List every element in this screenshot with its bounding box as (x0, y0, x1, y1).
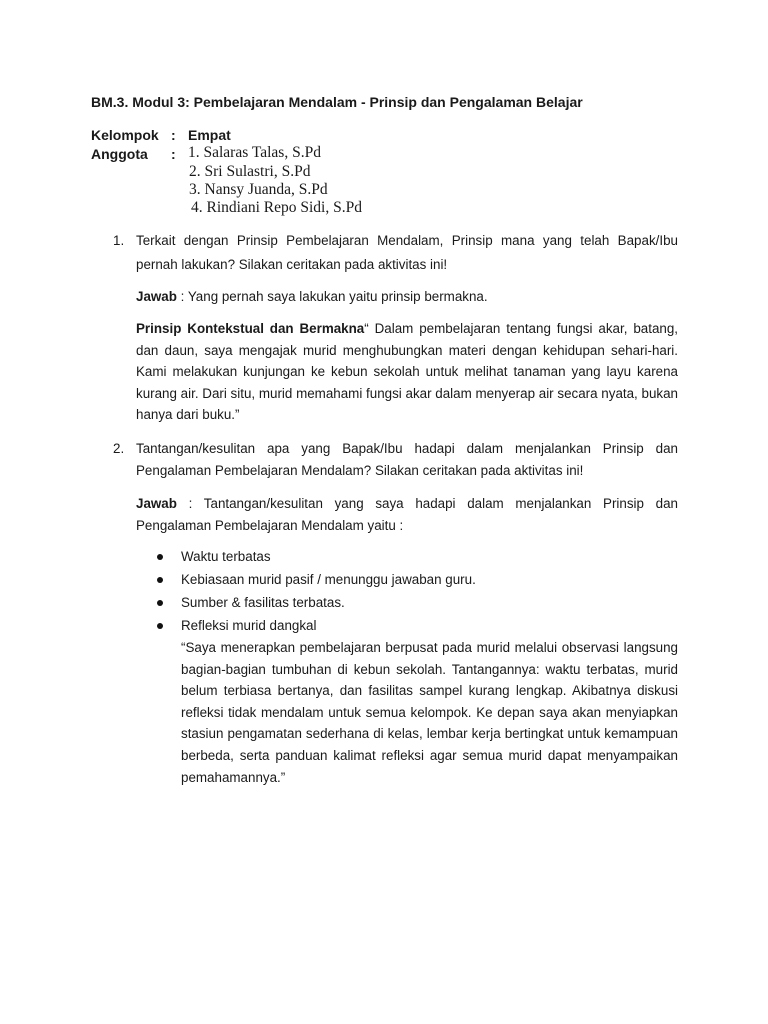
answer-label: Jawab (136, 289, 177, 304)
answer-paragraph (136, 286, 678, 308)
principle-text: “ Dalam pembelajaran tentang fungsi akar, batang, dan daun, saya mengajak murid menghubungkan materi dengan kehidupan sehari-hari. Kami melakukan kunjungan ke kebun sekolah untuk melihat tanaman yang layu karena kurang air. Dari situ, murid memahami fungsi akar dalam menyerap air secara nyata, bukan hanya dari buku.” (136, 321, 679, 423)
member-item: 2. Sri Sulastri, S.Pd (189, 163, 311, 180)
group-value: Empat (188, 127, 231, 143)
reflection-quote: “Saya menerapkan pembelajaran berpusat pada murid melalui observasi langsung bagian-bagian tumbuhan di kebun sekolah. Tantangannya: waktu terbatas, murid belum terbiasa bertanya, dan fasilitas sampel kurang lengkap. Akibatnya diskusi refleksi tidak mendalam untuk semua kelompok. Ke depan saya akan menyiapkan stasiun pengamatan sederhana di kelas, lembar kerja bertingkat untuk kemampuan berbeda, serta panduan kalimat refleksi agar semua murid dapat menyampaikan pemahamannya.” (181, 640, 678, 785)
question-number: 2. (113, 441, 125, 456)
question-text-line: Terkait dengan Prinsip Pembelajaran Mendalam, Prinsip mana yang telah Bapak/Ibu (136, 233, 678, 248)
bullet-icon (157, 577, 163, 583)
group-label: Kelompok (91, 127, 159, 143)
answer-label: Jawab (136, 496, 177, 511)
answer-text: : Tantangan/kesulitan yang saya hadapi dalam menjalankan Prinsip dan Pengalaman Pembelajaran Mendalam yaitu : (136, 496, 678, 533)
principle-paragraph (136, 318, 678, 426)
member-item: 1. Salaras Talas, S.Pd (188, 144, 321, 161)
question-text-line: pernah lakukan? Silakan ceritakan pada aktivitas ini! (136, 257, 448, 272)
bullet-icon (157, 554, 163, 560)
principle-label: Prinsip Kontekstual dan Bermakna (136, 321, 365, 336)
question-text-line: Pengalaman Pembelajaran Mendalam? Silakan ceritakan pada aktivitas ini! (136, 463, 584, 478)
bullet-icon (157, 600, 163, 606)
bullet-item (157, 572, 476, 587)
bullet-text: Waktu terbatas (181, 549, 271, 564)
group-colon: : (171, 127, 176, 143)
bullet-item (157, 618, 316, 633)
members-label: Anggota (91, 146, 148, 162)
bullet-item (157, 595, 345, 610)
bullet-text: Refleksi murid dangkal (181, 618, 317, 633)
question-number: 1. (113, 233, 125, 248)
member-item: 4. Rindiani Repo Sidi, S.Pd (191, 199, 362, 216)
group-row (91, 127, 231, 143)
bullet-icon (157, 623, 163, 629)
answer-text: : Yang pernah saya lakukan yaitu prinsip bermakna. (176, 289, 488, 304)
members-row (91, 146, 188, 162)
bullet-text: Sumber & fasilitas terbatas. (181, 595, 345, 610)
bullet-text: Kebiasaan murid pasif / menunggu jawaban guru. (181, 572, 476, 587)
question-text-line: Tantangan/kesulitan apa yang Bapak/Ibu hadapi dalam menjalankan Prinsip dan (136, 441, 678, 456)
document-title: BM.3. Modul 3: Pembelajaran Mendalam - Prinsip dan Pengalaman Belajar (91, 94, 583, 110)
answer-paragraph (136, 493, 678, 536)
members-colon: : (171, 146, 176, 162)
member-item: 3. Nansy Juanda, S.Pd (189, 181, 328, 198)
bullet-item (157, 549, 271, 564)
